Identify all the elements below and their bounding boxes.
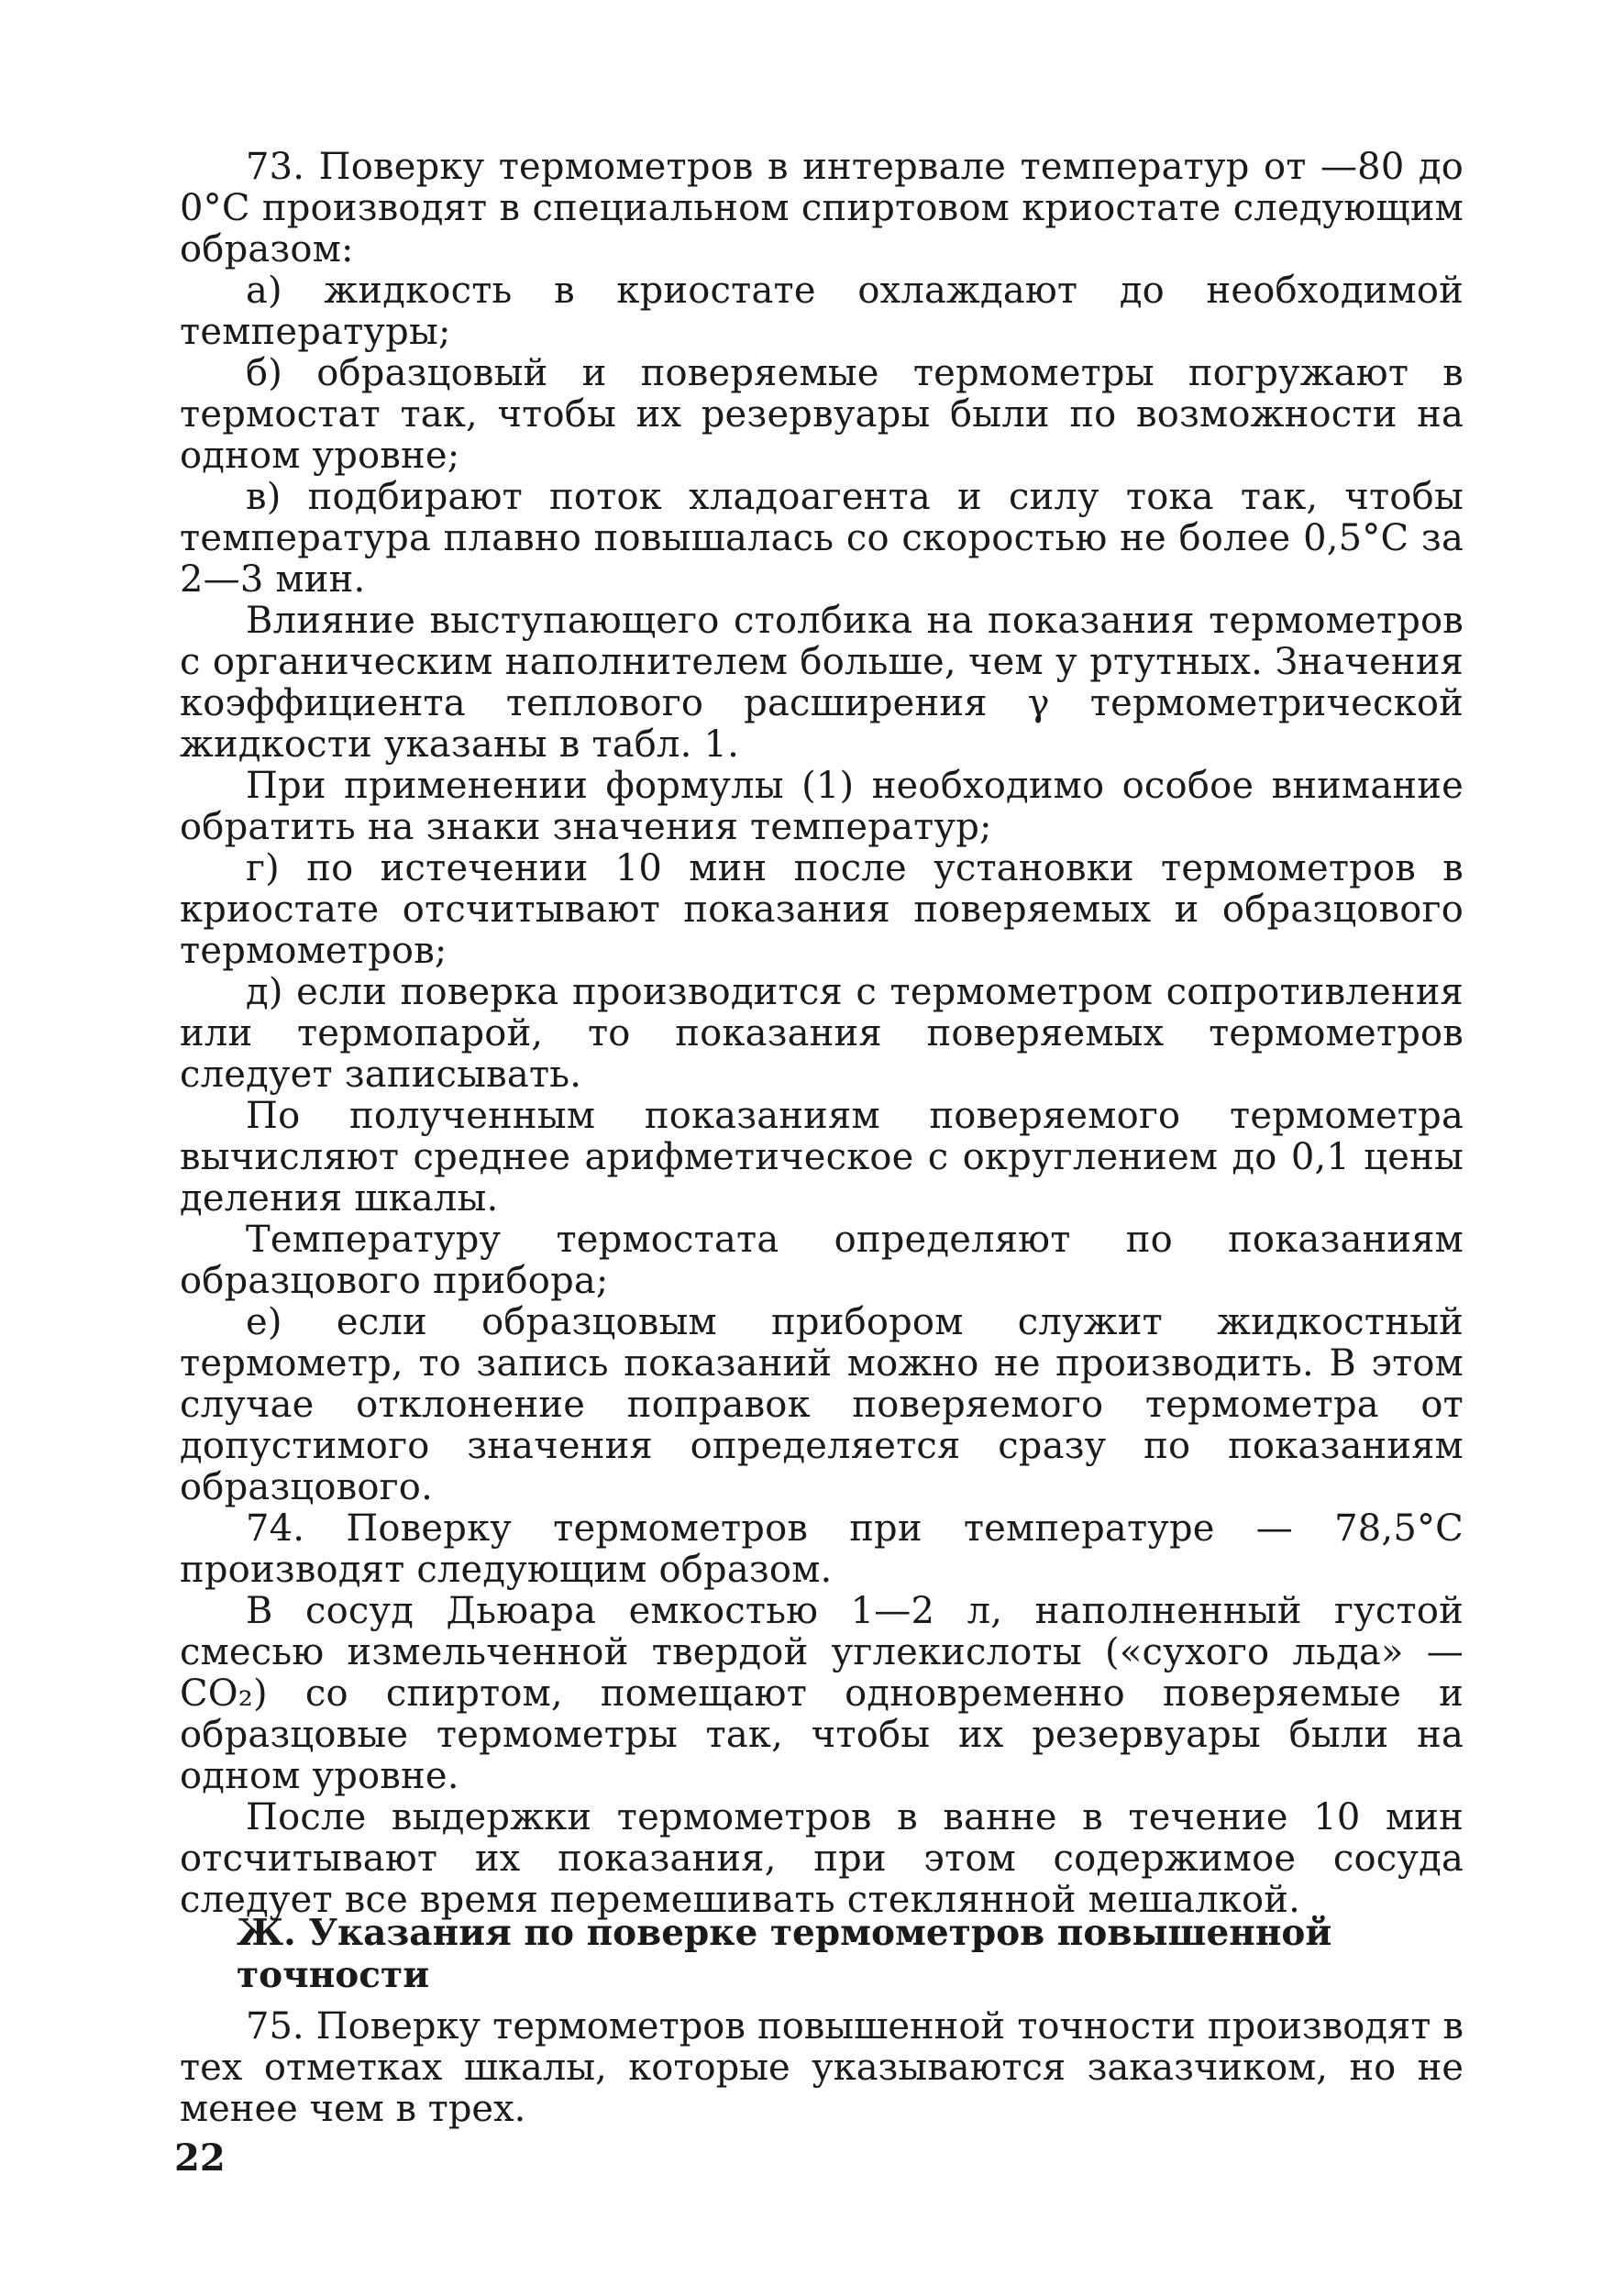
list-item-e: е) если образцовым прибором служит жидкостный термометр, то запись показаний можно не производить. В этом случае отклонение поправок поверяемого термометра от допустимого значения определяется сразу по показаниям образцового. (180, 1301, 1464, 1508)
paragraph-75: 75. Поверку термометров повышенной точности производят в тех отметках шкалы, которые указываются заказчиком, но не менее чем в трех. (180, 2005, 1464, 2130)
list-item-b: б) образцовый и поверяемые термометры погружают в термостат так, чтобы их резервуары были по возможности на одном уровне; (180, 352, 1464, 477)
paragraph-stirring: После выдержки термометров в ванне в течение 10 мин отсчитывают их показания, при этом содержимое сосуда следует все время перемешивать стеклянной мешалкой. (180, 1796, 1464, 1921)
body-text (180, 147, 1464, 1921)
list-item-g: г) по истечении 10 мин после установки термометров в криостате отсчитывают показания поверяемых и образцового термометров; (180, 847, 1464, 972)
final-text (180, 2006, 1464, 2130)
list-item-a: а) жидкость в криостате охлаждают до необходимой температуры; (180, 270, 1464, 353)
paragraph-column-influence: Влияние выступающего столбика на показания термометров с органическим наполнителем больше, чем у ртутных. Значения коэффициента теплового расширения γ термометрической жидкости указаны в табл. 1. (180, 600, 1464, 766)
list-item-v: в) подбирают поток хладоагента и силу тока так, чтобы температура плавно повышалась со скоростью не более 0,5°С за 2—3 мин. (180, 476, 1464, 601)
section-heading: Ж. Указания по поверке термометров повышенной точности (237, 1912, 1332, 1996)
paragraph-thermostat: Температуру термостата определяют по показаниям образцового прибора; (180, 1219, 1464, 1302)
paragraph-formula-note: При применении формулы (1) необходимо особое внимание обратить на знаки значения температур; (180, 765, 1464, 848)
paragraph-average: По полученным показаниям поверяемого термометра вычисляют среднее арифметическое с округлением до 0,1 цены деления шкалы. (180, 1095, 1464, 1220)
page-number: 22 (174, 2136, 226, 2180)
paragraph-74: 74. Поверку термометров при температуре — 78,5°С производят следующим образом. (180, 1507, 1464, 1591)
list-item-d: д) если поверка производится с термометром сопротивления или термопарой, то показания поверяемых термометров следует записывать. (180, 971, 1464, 1096)
paragraph-dewar: В сосуд Дьюара емкостью 1—2 л, наполненный густой смесью измельченной твердой углекислоты («сухого льда» — CO₂) со спиртом, помещают одновременно поверяемые и образцовые термометры так, чтобы их резервуары были на одном уровне. (180, 1590, 1464, 1797)
paragraph-73: 73. Поверку термометров в интервале температур от —80 до 0°С производят в специальном спиртовом криостате следующим образом: (180, 146, 1464, 270)
